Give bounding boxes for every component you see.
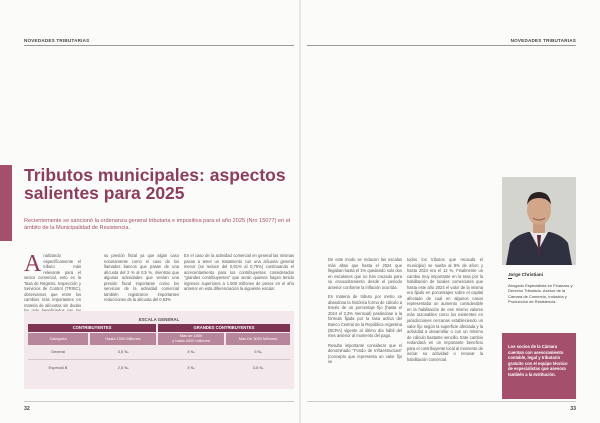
table-row-divider bbox=[28, 359, 290, 360]
column-4-paragraph-1: De este modo se reducen las escalas más altas que hasta el 2024 que llegaban hasta el 1% quedando solo dos en escalones que no han cruzado para su encuadramiento desde el periodo anterior conforme la inflación ocurrida. bbox=[328, 257, 402, 290]
table-header-cell: Mas De 3000 Millones bbox=[226, 333, 290, 345]
table-cell: 3,5 ‰ bbox=[252, 365, 264, 370]
table-title: ESCALA GENERAL bbox=[138, 317, 180, 322]
author-role: Abogado Especialista en Finanzas y Derecho Tributario. Asesor de la Cámara de Comercio, Industria y Producción de Resistencia. bbox=[508, 283, 573, 304]
section-rule-left bbox=[24, 45, 294, 46]
table-cell: 2,5 ‰ bbox=[117, 365, 129, 370]
article-column-3: En el caso de la actividad comercial en general las mismas pasan a tener un tratamiento con una alícuota general menor (se reduce del 0,91% al 0,75%) continuando el acrecentamiento para los contribuyentes considerados "grandes contribuyentes" que serán quienes hayan tenido ingresos superiores a 1.500 millones de pesos en el año anterior en esta diferenciación la siguiente escala: bbox=[184, 253, 294, 292]
table-group-contribuyentes: CONTRIBUYENTES bbox=[28, 324, 156, 332]
table-cell: General bbox=[50, 349, 66, 354]
left-page bbox=[0, 0, 299, 423]
article-subtitle: Recientemente se sancionó la ordenanza general tributaria e impositiva para el año 2025 (Nro 15077) en el ámbito de la Municipalidad de Resistencia. bbox=[24, 218, 291, 231]
section-rule-right bbox=[307, 45, 576, 46]
table-cell: 3,5 ‰ bbox=[117, 349, 129, 354]
table-group-grandes: GRANDES CONTRIBUYENTES bbox=[158, 324, 290, 332]
column-1-text: nalizando específicamente el tributo más relevante para el sector comercial, esto es la Tasa de Registro, Inspección y Servicios de Control (TRISC), observamos que entre los cambios más importantes en materia de alícuotas sin dudas bbox=[24, 253, 81, 308]
tax-scale-table bbox=[24, 311, 294, 389]
table-cell: Especial B bbox=[48, 365, 68, 370]
column-4-paragraph-3: Resulta importante considerar que el denominado "Fondo de Infraestructura" (concepto que representa un valor fijo se bbox=[328, 342, 402, 365]
footer-rule-right bbox=[307, 401, 576, 402]
table-cell: 4 ‰ bbox=[187, 365, 195, 370]
footer-rule-left bbox=[24, 401, 294, 402]
column-4-paragraph-2: En materia de tributo por metro se abandona la histórica forma de cálculo a través de un porcentaje fijo (hasta el 2024 el 3,3% mensual) pasándose a la fórmula fijada por la tasa activa del Banco Central de la República Argentina (BCRA) vigente al último día hábil del mes anterior al momento del pago. bbox=[328, 294, 402, 339]
table-header-cell: Hasta 1500 Millones bbox=[90, 333, 156, 345]
article-title: Tributos municipales: aspectos salientes para 2025 bbox=[24, 165, 286, 203]
accent-bar bbox=[0, 165, 12, 241]
table-cell: 4 ‰ bbox=[187, 349, 195, 354]
author-portrait-drawing bbox=[502, 177, 576, 265]
article-column-2: su presión fiscal ya que algún caso notoriamente como el caso de los llamados bancos que pasan de una alícuota del 2 % al 0,5 %, mientras que algunas actividades que venían una presión fiscal importante como los servicios de la actividad comercial también registraron importantes reducciones de la alícuota del 0,83% bbox=[104, 253, 179, 303]
author-portrait bbox=[502, 177, 576, 265]
article-column-1 bbox=[24, 253, 81, 309]
page-number-left: 32 bbox=[24, 406, 30, 412]
article-column-5: todos los tributos que recauda el municipio) se suelta al 8% de aforo y hasta 2024 era el 12 %. Finalmente un cambio muy importante en la tasa por la habilitación de locales comerciales que hasta este año 2024 el valor de la misma era fijado en porcentajes sobre el capital afectado de cual en algunos casos representaba un aumento considerable en la habilitación de ese mismo valores más razonables como los existentes en jurisdicciones cercanas estableciendo un valor fijo según la superficie afectada y la actividad a desarrollar o con un mínimo de cálculo bastante sencillo. Este cambio redundará en un importante beneficio para el contribuyente local al momento de iniciar su actividad o renovar la habilitación comercial. bbox=[407, 257, 484, 362]
section-label-right: NOVEDADES TRIBUTARIAS bbox=[510, 38, 576, 43]
page-number-right: 33 bbox=[570, 406, 576, 412]
author-name: Jorge Christiani bbox=[508, 272, 543, 277]
drop-cap: A bbox=[24, 251, 42, 277]
table-cell: 5 ‰ bbox=[254, 349, 262, 354]
author-name-dash bbox=[508, 278, 512, 279]
table-header-cell: Categoría bbox=[28, 333, 88, 345]
section-label-left: NOVEDADES TRIBUTARIAS bbox=[24, 38, 90, 43]
callout-text: Los socios de la Cámara cuentan con asesoramiento contable, legal y tributario gratuito con el equipo técnico de especialistas que asesora también a la Institución. bbox=[508, 344, 568, 377]
table-header-cell: Mas de 1500 y hasta 3000 millones bbox=[158, 333, 224, 345]
article-column-4 bbox=[328, 257, 402, 397]
